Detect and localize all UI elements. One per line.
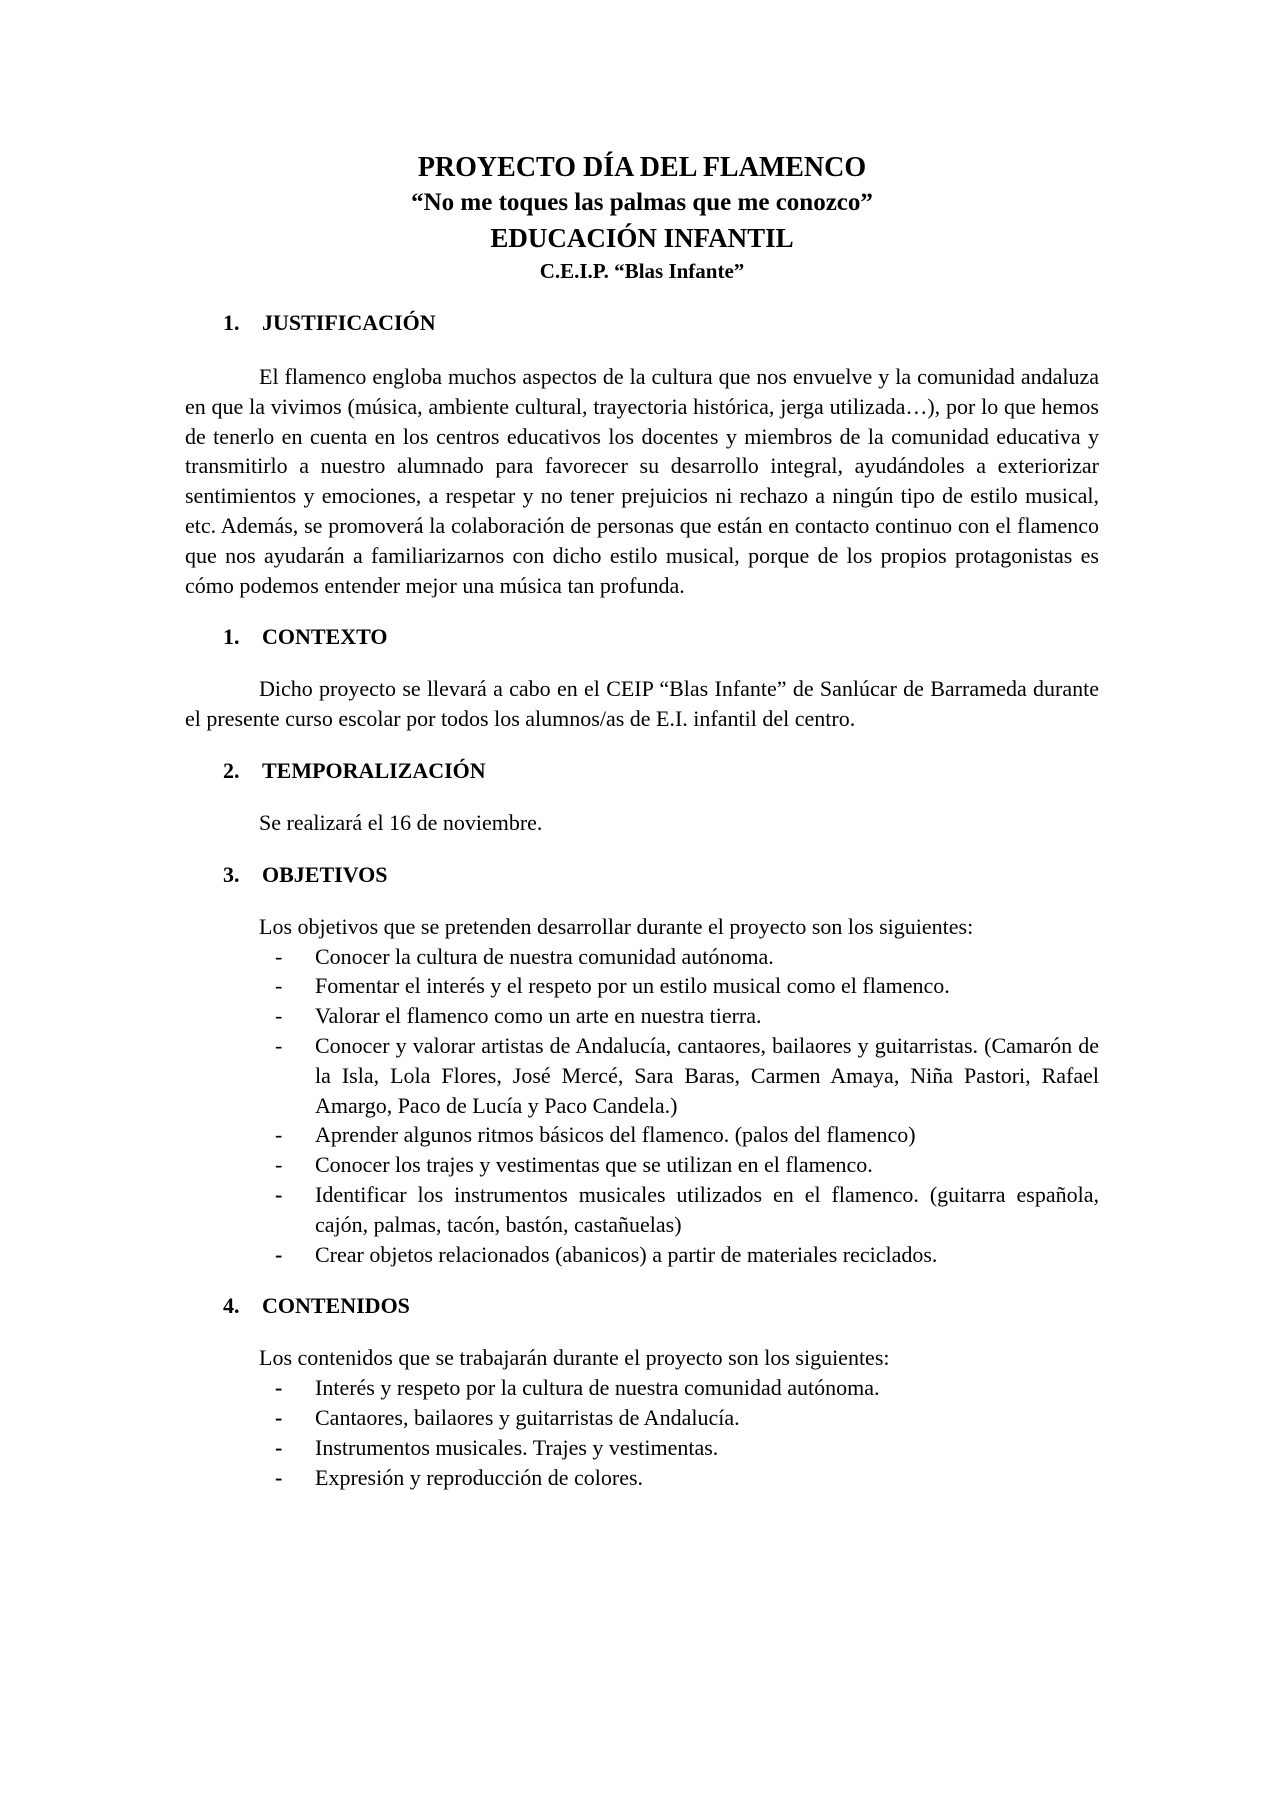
list-item: - Valorar el flamenco como un arte en nuestra tierra.: [315, 1001, 1099, 1031]
list-item: - Aprender algunos ritmos básicos del flamenco. (palos del flamenco): [315, 1120, 1099, 1150]
document-level: EDUCACIÓN INFANTIL: [490, 223, 794, 253]
contenidos-intro: Los contenidos que se trabajarán durante el proyecto son los siguientes:: [259, 1345, 890, 1371]
dash-bullet: -: [275, 1434, 283, 1460]
document-school: C.E.I.P. “Blas Infante”: [539, 259, 745, 283]
list-item: - Conocer y valorar artistas de Andalucía, cantaores, bailaores y guitarristas. (Camarón de la Isla, Lola Flores, José Mercé, Sara Baras, Carmen Amaya, Niña Pastori, Rafael Amargo, Paco de Lucía y Paco Candela.): [275, 1032, 1099, 1118]
dash-bullet: -: [275, 1404, 283, 1430]
dash-bullet: -: [275, 1032, 283, 1058]
section-number: 3.: [223, 861, 240, 887]
section-heading-contexto: [185, 622, 1099, 652]
section-title: CONTEXTO: [262, 624, 388, 650]
document-title: PROYECTO DÍA DEL FLAMENCO: [417, 152, 867, 183]
section-heading-justificacion: [185, 308, 1099, 338]
objetivos-intro: Los objetivos que se pretenden desarrollar durante el proyecto son los siguientes:: [259, 913, 974, 939]
list-item: - Fomentar el interés y el respeto por un estilo musical como el flamenco.: [315, 971, 1099, 1001]
dash-bullet: -: [275, 1003, 283, 1029]
section-title: CONTENIDOS: [262, 1293, 410, 1319]
dash-bullet: -: [275, 1152, 283, 1178]
list-item: - Cantaores, bailaores y guitarristas de Andalucía.: [315, 1403, 1099, 1433]
dash-bullet: -: [275, 1181, 283, 1207]
list-item: - Conocer la cultura de nuestra comunidad autónoma.: [315, 942, 1099, 972]
document-subtitle: “No me toques las palmas que me conozco”: [411, 189, 873, 216]
dash-bullet: -: [275, 1122, 283, 1148]
section-title: JUSTIFICACIÓN: [262, 310, 436, 335]
objetivos-list: [185, 942, 1099, 1270]
temporalizacion-paragraph: Se realizará el 16 de noviembre.: [259, 809, 543, 835]
section-number: 2.: [223, 757, 240, 783]
list-item: - Expresión y reproducción de colores.: [315, 1463, 1099, 1493]
section-title: OBJETIVOS: [262, 861, 388, 887]
section-title: TEMPORALIZACIÓN: [262, 757, 486, 783]
justificacion-paragraph: El flamenco engloba muchos aspectos de la cultura que nos envuelve y la comunidad andaluza en que la vivimos (música, ambiente cultural, trayectoria histórica, jerga utilizada…), por lo que hemos de tenerlo en cuenta en los centros educativos los docentes y miembros de la comunidad educativa y transmitirlo a nuestro alumnado para favorecer su desarrollo integral, ayudándoles a exteriorizar sentimientos y emociones, a respetar y no tener prejuicios ni rechazo a ningún tipo de estilo musical, etc. Además, se promoverá la colaboración de personas que están en contacto continuo con el flamenco que nos ayudarán a familiarizarnos con dicho estilo musical, porque de los propios protagonistas es cómo podemos entender mejor una música tan profunda.: [185, 364, 1099, 598]
section-heading-objetivos: [185, 860, 1099, 890]
list-item: - Interés y respeto por la cultura de nuestra comunidad autónoma.: [315, 1373, 1099, 1403]
section-heading-contenidos: [185, 1291, 1099, 1321]
dash-bullet: -: [275, 943, 283, 969]
list-item: - Crear objetos relacionados (abanicos) a partir de materiales reciclados.: [315, 1240, 1099, 1270]
section-heading-temporalizacion: [185, 756, 1099, 786]
document-page: [185, 150, 1099, 1492]
dash-bullet: -: [275, 1241, 283, 1267]
section-number: 1.: [223, 624, 240, 650]
section-number: 1.: [223, 310, 240, 335]
list-item: - Identificar los instrumentos musicales utilizados en el flamenco. (guitarra española, cajón, palmas, tacón, bastón, castañuelas): [275, 1181, 1099, 1237]
dash-bullet: -: [275, 973, 283, 999]
list-item: - Instrumentos musicales. Trajes y vestimentas.: [315, 1433, 1099, 1463]
title-block: [185, 150, 1099, 286]
contenidos-list: [185, 1373, 1099, 1492]
contexto-paragraph: Dicho proyecto se llevará a cabo en el CEIP “Blas Infante” de Sanlúcar de Barrameda durante el presente curso escolar por todos los alumnos/as de E.I. infantil del centro.: [185, 676, 1099, 732]
list-item: - Conocer los trajes y vestimentas que se utilizan en el flamenco.: [315, 1150, 1099, 1180]
dash-bullet: -: [275, 1464, 283, 1490]
dash-bullet: -: [275, 1375, 283, 1401]
section-number: 4.: [223, 1293, 240, 1319]
